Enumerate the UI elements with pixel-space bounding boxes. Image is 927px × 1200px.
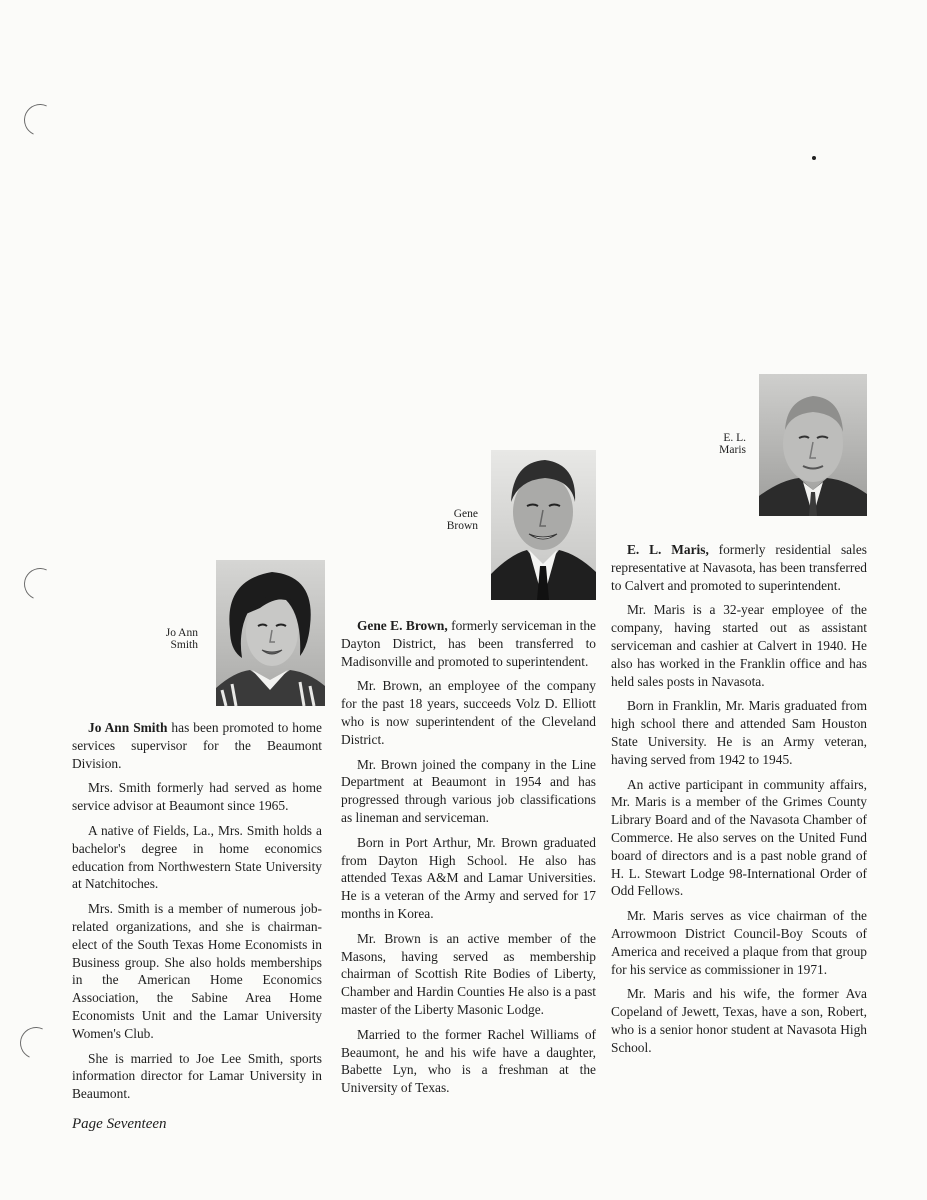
maris-photo-caption [700, 432, 746, 456]
punch-hole-middle [19, 563, 60, 604]
smith-photo-caption [152, 627, 198, 651]
brown-paragraph: Mr. Brown is an active member of the Masons, having served as membership chairman of Scottish Rite Bodies of Liberty, Chamber and Hardin Counties He also is a past master of the Liberty Masonic Lodge. [341, 930, 596, 1017]
smith-lead-text: has been promoted to home services supervisor for the Beaumont Division. [72, 720, 323, 771]
smith-paragraph: A native of Fields, La., Mrs. Smith holds a bachelor's degree in home economics education from Northwestern State University at Natchitoches. [72, 822, 322, 892]
brown-lead-text: formerly serviceman in the Dayton District, has been transferred to Madisonville and promoted to superintendent. [341, 618, 596, 669]
brown-paragraph: Mr. Brown joined the company in the Line Department at Beaumont in 1954 and has progressed through various job classifications as lineman and serviceman. [341, 756, 596, 825]
brown-caption-line1: Gene [453, 508, 478, 520]
maris-paragraph: Born in Franklin, Mr. Maris graduated from high school there and attended Sam Houston State University. He is an Army veteran, having served from 1942 to 1945. [611, 698, 867, 767]
ink-speck [812, 156, 816, 160]
maris-paragraph: An active participant in community affairs, Mr. Maris is a member of the Grimes County Library Board and of the Navasota Chamber of Commerce. He also serves on the United Fund board of directors and is a past noble grand of H. L. Stewart Lodge 98-International Order of Odd Fellows. [611, 776, 867, 899]
maris-portrait-photo [759, 374, 867, 516]
brown-portrait-photo [491, 450, 596, 600]
smith-article [72, 719, 322, 1110]
maris-paragraph: Mr. Maris is a 32-year employee of the company, having started out as assistant serviceman and cashier at Calvert in 1940. He also has worked in the Franklin office and has held sales posts in Navasota. [611, 602, 867, 689]
maris-lead-text: formerly residential sales representative at Navasota, has been transferred to Calvert and promoted to superintendent. [611, 542, 867, 593]
maris-paragraph: Mr. Maris and his wife, the former Ava Copeland of Jewett, Texas, have a son, Robert, who is a senior honor student at Navasota High School. [611, 986, 867, 1055]
brown-lead-paragraph [341, 617, 596, 670]
smith-lead-paragraph [72, 719, 322, 772]
smith-caption-line2: Smith [170, 639, 198, 651]
brown-caption-line2: Brown [446, 520, 478, 532]
maris-caption-line1: E. L. [723, 432, 746, 444]
maris-lead-name: E. L. Maris, [627, 542, 709, 557]
page-number-footer: Page Seventeen [72, 1116, 167, 1132]
smith-portrait-photo [216, 560, 325, 706]
brown-article [341, 617, 596, 1104]
brown-photo-caption [430, 508, 478, 532]
maris-lead-paragraph [611, 541, 867, 594]
smith-paragraph: Mrs. Smith is a member of numerous job-related organizations, and she is chairman-elect of the South Texas Home Economists in Business group. She also holds memberships in the American Home Economics Association, the Sabine Area Home Economists Unit and the Lamar University Women's Club. [72, 901, 322, 1041]
brown-paragraph: Born in Port Arthur, Mr. Brown graduated from Dayton High School. He also has attended Texas A&M and Lamar Universities. He is a veteran of the Army and served for 17 months in Korea. [341, 834, 596, 921]
brown-paragraph: Married to the former Rachel Williams of Beaumont, he and his wife have a daughter, Babette Lyn, who is a freshman at the University of Texas. [341, 1026, 596, 1096]
maris-paragraph: Mr. Maris serves as vice chairman of the Arrowmoon District Council-Boy Scouts of America and received a plaque from that group for his service as commissioner in 1971. [611, 908, 867, 977]
smith-paragraph: She is married to Joe Lee Smith, sports information director for Lamar University in Beaumont. [72, 1050, 322, 1102]
smith-caption-line1: Jo Ann [165, 627, 198, 639]
smith-paragraph: Mrs. Smith formerly had served as home service advisor at Beaumont since 1965. [72, 780, 322, 814]
maris-caption-line2: Maris [719, 444, 746, 456]
brown-lead-name: Gene E. Brown, [357, 618, 448, 633]
punch-hole-top [19, 99, 60, 140]
maris-article [611, 541, 867, 1064]
punch-hole-bottom [15, 1022, 56, 1063]
brown-paragraph: Mr. Brown, an employee of the company for the past 18 years, succeeds Volz D. Elliott who is now superintendent of the Cleveland District. [341, 678, 596, 747]
smith-lead-name: Jo Ann Smith [88, 720, 168, 735]
